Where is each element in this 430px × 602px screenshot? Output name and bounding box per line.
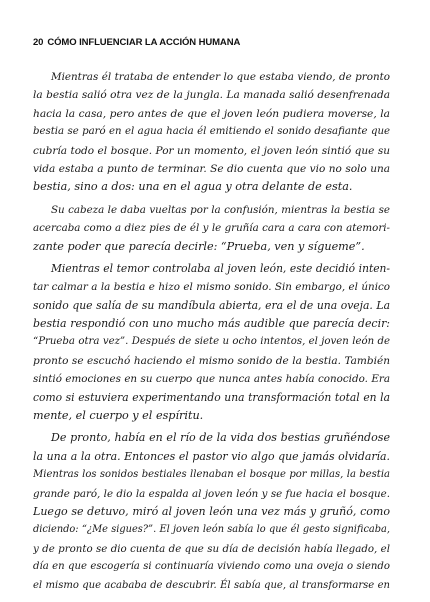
text-line: “Prueba otra vez”. Después de siete u ocho intentos, el joven león de xyxy=(33,336,390,348)
page-number: 20 xyxy=(33,37,44,48)
text-line: Mientras los sonidos bestiales llenaban el bosque por millas, la bestia xyxy=(33,469,390,481)
text-line: la bestia salió otra vez de la jungla. La manada salió desenfrenada xyxy=(33,89,390,102)
text-line: Mientras él trataba de entender lo que estaba viendo, de pronto xyxy=(51,71,390,83)
text-line: pronto se escuchó haciendo el mismo sonido de la bestia. También xyxy=(33,354,390,367)
text-line: bestia se paró en el agua hacia él emitiendo el sonido desafiante que xyxy=(33,126,390,138)
running-header xyxy=(33,37,240,48)
text-line: bestia respondió con uno mucho más audible que parecía decir: xyxy=(33,317,390,331)
text-line: Su cabeza le daba vueltas por la confusión, mientras la bestia se xyxy=(51,203,390,216)
text-line: cubría todo el bosque. Por un momento, el joven león sintió que su xyxy=(33,144,390,157)
text-line: De pronto, había en el río de la vida dos bestias gruñéndose xyxy=(51,431,390,445)
text-line: sonido que salía de su mandíbula abierta, era el de una oveja. La xyxy=(33,298,390,312)
text-line: zante poder que parecía decirle: “Prueba, ven y sígueme”. xyxy=(33,239,365,253)
text-line: y de pronto se dio cuenta de que su día de decisión había llegado, el xyxy=(33,542,390,555)
paragraph-4 xyxy=(33,429,390,595)
text-line: mente, el cuerpo y el espíritu. xyxy=(33,409,204,423)
text-line: sintió emociones en su cuerpo que nunca antes había conocido. Era xyxy=(33,373,390,386)
text-line: día en que escogería si continuaría viviendo como una oveja o siendo xyxy=(33,561,390,573)
paragraph-3 xyxy=(33,260,390,426)
text-line: bestia, sino a dos: una en el agua y otra delante de esta. xyxy=(33,180,353,194)
text-line: el mismo que acababa de descubrir. Él sabía que, al transformarse en xyxy=(33,579,390,591)
text-line: como si estuviera experimentando una transformación total en la xyxy=(33,390,390,404)
text-line: la una a la otra. Entonces el pastor vio algo que jamás olvidaría. xyxy=(33,449,390,463)
running-title: CÓMO INFLUENCIAR LA ACCIÓN HUMANA xyxy=(47,37,241,48)
text-line: grande paró, le dio la espalda al joven león y se fue hacia el bosque. xyxy=(33,487,390,500)
text-line: Mientras el temor controlaba al joven león, este decidió inten- xyxy=(51,261,390,275)
text-line: vida estaba a punto de terminar. Se dio cuenta que vio no solo una xyxy=(33,162,390,175)
text-line: tar calmar a la bestia e hizo el mismo sonido. Sin embargo, el único xyxy=(33,281,390,294)
text-line: hacia la casa, pero antes de que el joven león pudiera moverse, la xyxy=(33,106,390,120)
text-line: diciendo: “¿Me sigues?”. El joven león sabía lo que él gesto significaba, xyxy=(33,524,390,536)
paragraph-1 xyxy=(33,68,390,197)
text-line: Luego se detuvo, miró al joven león una vez más y gruñó, como xyxy=(33,504,390,518)
text-line: acercaba como a diez pies de él y le gruñía cara a cara con atemori- xyxy=(33,222,390,235)
paragraph-2 xyxy=(33,201,390,256)
body-text xyxy=(33,68,390,595)
